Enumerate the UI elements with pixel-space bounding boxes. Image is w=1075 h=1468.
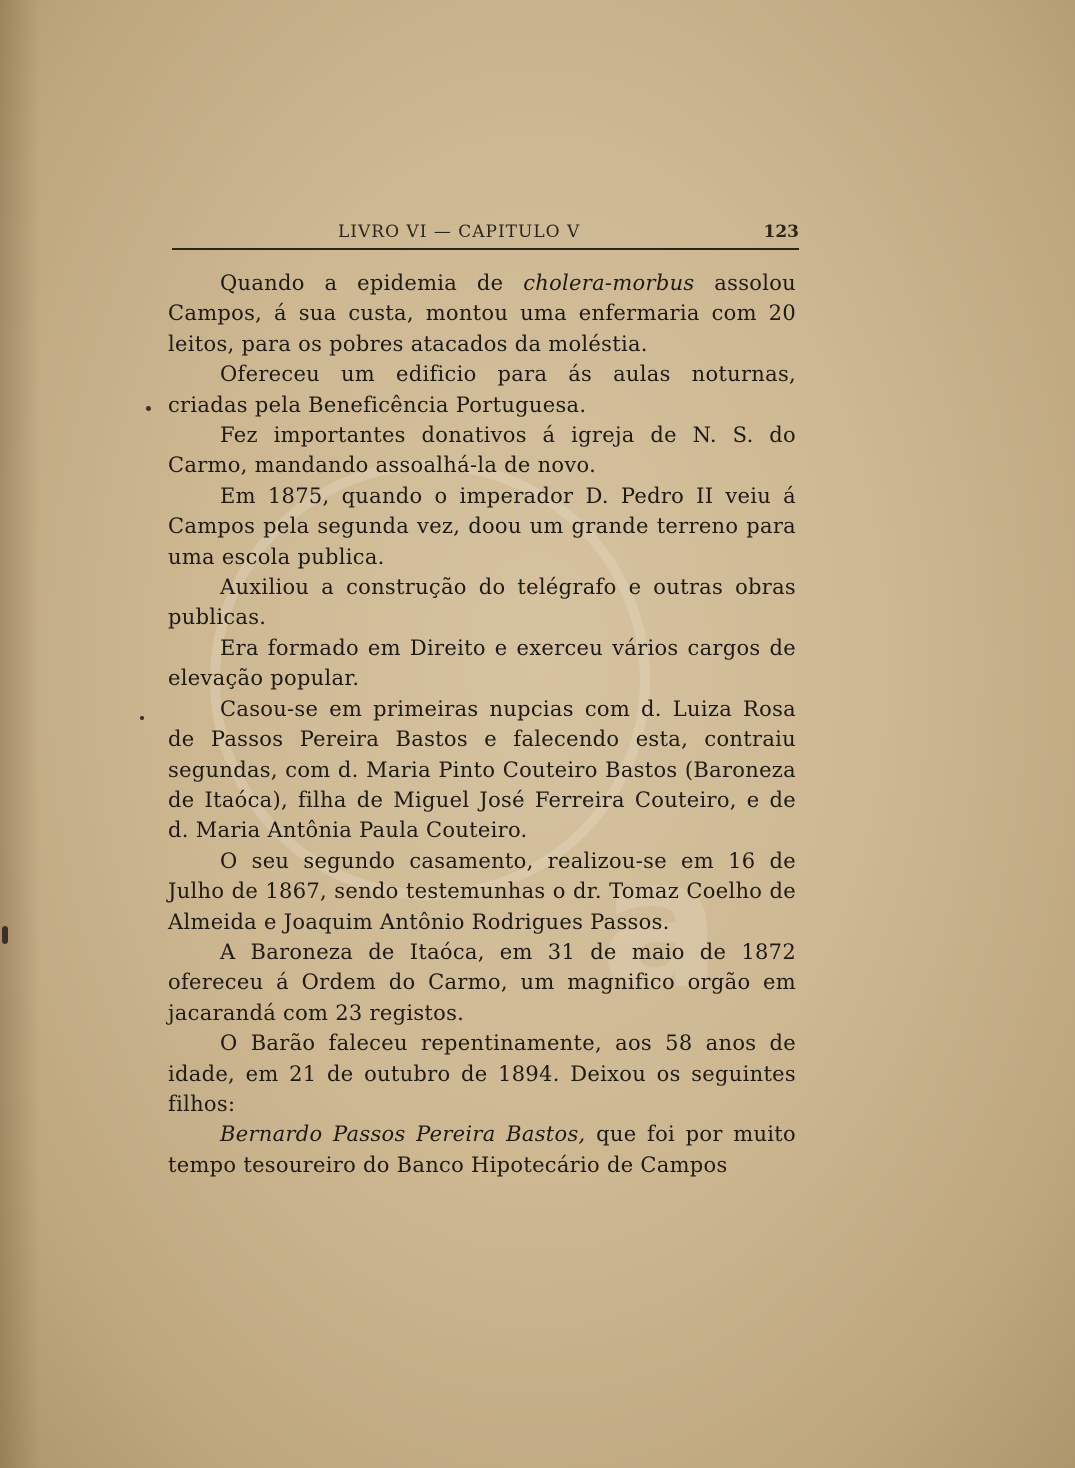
paragraph: A Baroneza de Itaóca, em 31 de maio de 1872 ofereceu á Ordem do Carmo, um magnifico orgão em jacarandá com 23 registos. xyxy=(168,939,796,1025)
paragraph: O Barão faleceu repentinamente, aos 58 anos de idade, em 21 de outubro de 1894. Deixou os seguintes filhos: xyxy=(168,1031,796,1116)
watermark-letters: a xyxy=(600,820,718,1029)
paragraph: Bernardo Passos Pereira Bastos, que foi por muito tempo tesoureiro do Banco Hipotecário de Campos xyxy=(168,1122,796,1177)
paragraph: Quando a epidemia de cholera-morbus assolou Campos, á sua custa, montou uma enfermaria com 20 leitos, para os pobres atacados da moléstia. xyxy=(168,271,796,356)
paragraph: Fez importantes donativos á igreja de N. S. do Carmo, mandando assoalhá-la de novo. xyxy=(168,423,796,478)
paragraph: Ofereceu um edificio para ás aulas noturnas, criadas pela Beneficência Portuguesa. xyxy=(168,362,796,417)
page-number: 123 xyxy=(763,222,799,242)
paragraph: Era formado em Direito e exerceu vários cargos de elevação popular. xyxy=(168,635,796,691)
ink-spot xyxy=(146,406,151,411)
paragraph: Auxiliou a construção do telégrafo e outras obras publicas. xyxy=(168,575,796,630)
running-header xyxy=(172,220,799,250)
ink-spot xyxy=(140,716,144,720)
ink-spot xyxy=(2,926,8,944)
chapter-title: LIVRO VI — CAPITULO V xyxy=(338,222,581,242)
paragraph: Casou-se em primeiras nupcias com d. Luiza Rosa de Passos Pereira Bastos e falecendo esta, contraiu segundas, com d. Maria Pinto Couteiro Bastos (Baroneza de Itaóca), filha de Miguel José Ferreira Couteiro, e de d. Maria Antônia Paula Couteiro. xyxy=(168,696,796,843)
paragraph: Em 1875, quando o imperador D. Pedro II veiu á Campos pela segunda vez, doou um grande terreno para uma escola publica. xyxy=(168,483,796,569)
page-body xyxy=(168,268,796,1180)
paragraph: O seu segundo casamento, realizou-se em 16 de Julho de 1867, sendo testemunhas o dr. Tomaz Coelho de Almeida e Joaquim Antônio Rodrigues Passos. xyxy=(168,848,796,934)
